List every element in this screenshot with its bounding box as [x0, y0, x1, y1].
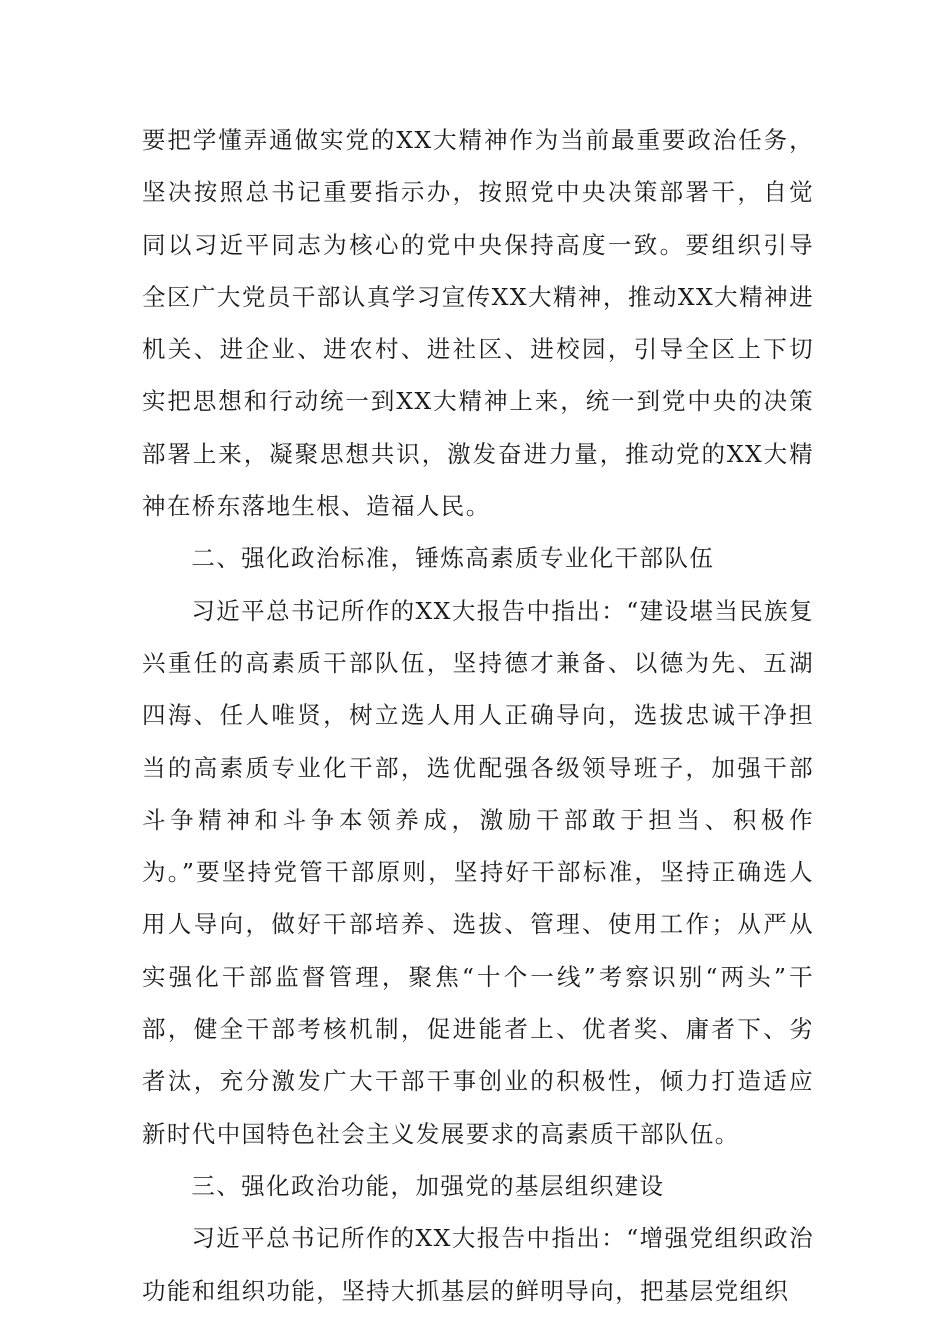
paragraph-grassroots: 习近平总书记所作的XX大报告中指出：“增强党组织政治功能和组织功能，坚持大抓基层的鲜明导向，把基层党组织: [142, 1224, 814, 1305]
section-heading-two: 二、强化政治标准，锤炼高素质专业化干部队伍: [191, 544, 715, 573]
document-body: [142, 114, 814, 1317]
paragraph-continuation: 要把学懂弄通做实党的XX大精神作为当前最重要政治任务，坚决按照总书记重要指示办，按照党中央决策部署干，自觉同以习近平同志为核心的党中央保持高度一致。要组织引导全区广大党员干部认真学习宣传XX大精神，推动XX大精神进机关、进企业、进农村、进社区、进校园，引导全区上下切实把思想和行动统一到XX大精神上来，统一到党中央的决策部署上来，凝聚思想共识，激发奋进力量，推动党的XX大精神在桥东落地生根、造福人民。: [142, 126, 814, 521]
section-heading-three: 三、强化政治功能，加强党的基层组织建设: [191, 1171, 665, 1200]
paragraph-cadre-team: 习近平总书记所作的XX大报告中指出：“建设堪当民族复兴重任的高素质干部队伍，坚持德才兼备、以德为先、五湖四海、任人唯贤，树立选人用人正确导向，选拔忠诚干净担当的高素质专业化干部，选优配强各级领导班子，加强干部斗争精神和斗争本领养成，激励干部敢于担当、积极作为。”要坚持党管干部原则，坚持好干部标准，坚持正确选人用人导向，做好干部培养、选拔、管理、使用工作；从严从实强化干部监督管理，聚焦“十个一线”考察识别“两头”干部，健全干部考核机制，促进能者上、优者奖、庸者下、劣者汰，充分激发广大干部干事创业的积极性，倾力打造适应新时代中国特色社会主义发展要求的高素质干部队伍。: [142, 596, 814, 1148]
